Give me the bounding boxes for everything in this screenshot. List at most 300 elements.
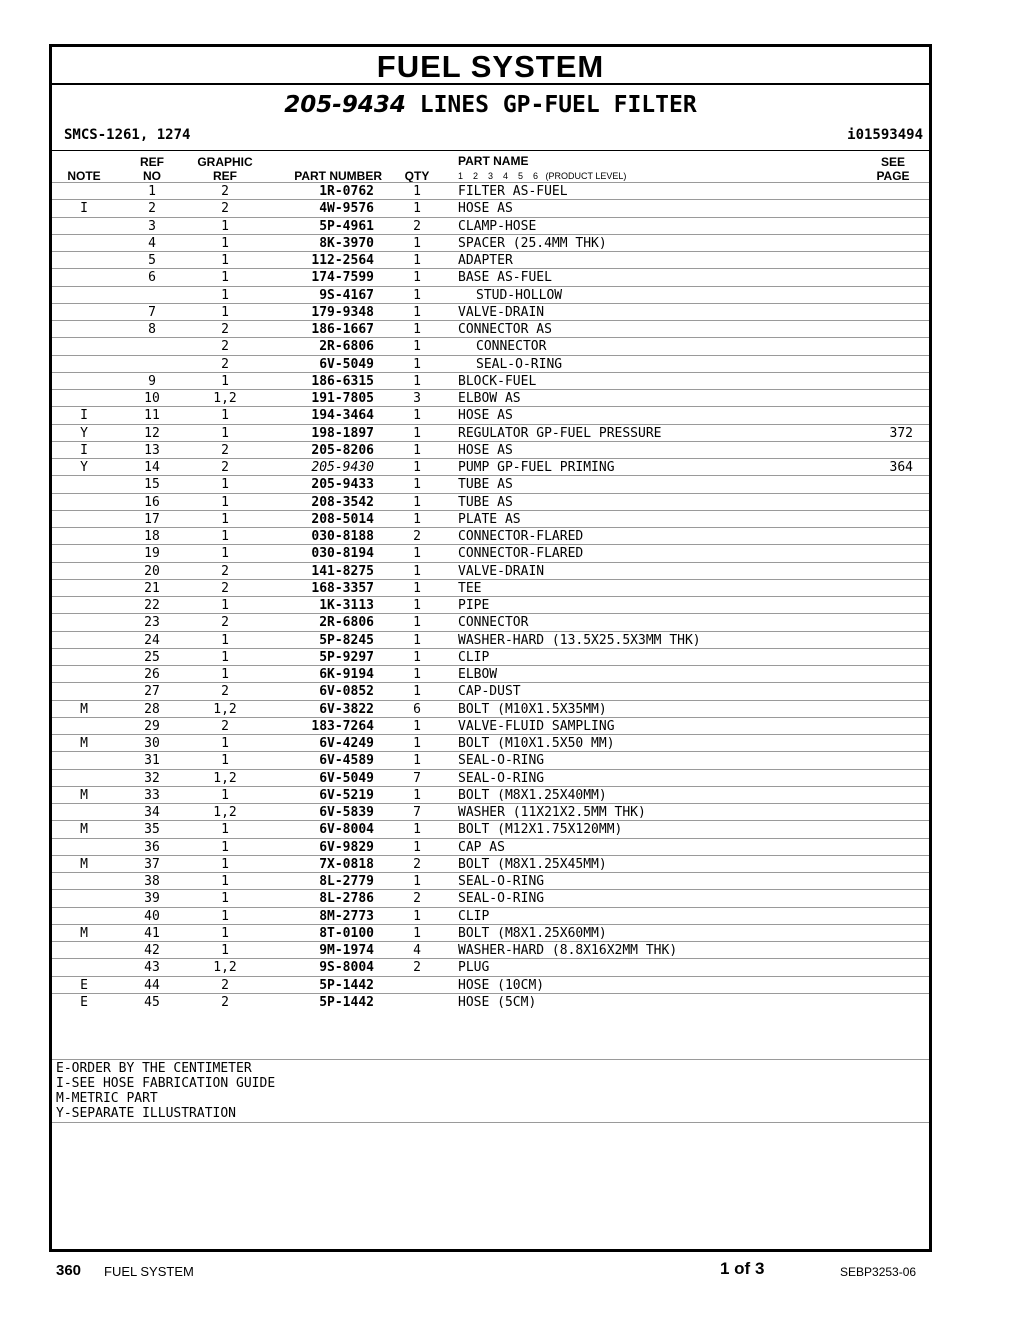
- graphic-ref-cell: 1: [221, 753, 229, 769]
- part-number-cell: 9M-1974: [319, 943, 374, 958]
- graphic-ref-cell: 2: [221, 718, 229, 734]
- ref-no-cell: 3: [148, 218, 156, 234]
- part-number-cell: 208-5014: [311, 511, 374, 527]
- part-number-cell: 6V-4589: [319, 753, 374, 769]
- table-row: [52, 475, 929, 492]
- part-number-cell: 030-8188: [311, 529, 374, 544]
- note-cell: M: [80, 822, 88, 838]
- qty-cell: 1: [413, 184, 421, 199]
- part-number-cell: 174-7599: [311, 270, 374, 286]
- group-heading: [52, 91, 929, 119]
- col-part-name: PART NAME: [458, 154, 529, 168]
- qty-cell: 1: [413, 925, 421, 941]
- graphic-ref-cell: 2: [221, 201, 229, 217]
- graphic-ref-cell: 2: [221, 184, 229, 199]
- ref-no-cell: 38: [144, 874, 160, 889]
- ref-no-cell: 41: [144, 925, 160, 941]
- graphic-ref-cell: 1: [221, 218, 229, 234]
- qty-cell: 1: [413, 322, 421, 337]
- graphic-ref-cell: 2: [221, 615, 229, 631]
- part-name-cell: ADAPTER: [458, 253, 513, 268]
- note-cell: Y: [80, 425, 88, 441]
- part-number-cell: 5P-1442: [319, 994, 374, 1010]
- ref-no-cell: 42: [144, 943, 160, 958]
- part-number-cell: 198-1897: [311, 425, 374, 441]
- part-number-cell: 8M-2773: [319, 908, 374, 924]
- table-row: [52, 562, 929, 579]
- qty-cell: 1: [413, 736, 421, 751]
- graphic-ref-cell: 1: [221, 667, 229, 682]
- part-number-cell: 2R-6806: [319, 339, 374, 355]
- table-row: [52, 803, 929, 820]
- part-number-cell: 183-7264: [311, 718, 374, 734]
- notes-legend: [56, 1061, 275, 1121]
- graphic-ref-cell: 1: [221, 304, 229, 320]
- part-name-cell: REGULATOR GP-FUEL PRESSURE: [458, 425, 662, 441]
- part-name-cell: BOLT (M10X1.5X50 MM): [458, 736, 615, 751]
- table-row: [52, 889, 929, 906]
- qty-cell: 1: [413, 787, 421, 803]
- qty-cell: 1: [413, 822, 421, 838]
- note-cell: Y: [80, 460, 88, 475]
- smcs-code: SMCS-1261, 1274: [64, 127, 191, 143]
- part-name-cell: CONNECTOR AS: [458, 322, 552, 337]
- footer-section: FUEL SYSTEM: [104, 1264, 194, 1279]
- part-name-cell: HOSE (10CM): [458, 977, 545, 993]
- table-row: [52, 458, 929, 475]
- group-part-number: 205-9434: [284, 92, 406, 118]
- part-number-cell: 8L-2779: [319, 874, 374, 889]
- ref-no-cell: 11: [144, 408, 160, 424]
- qty-cell: 2: [413, 891, 421, 907]
- table-row: [52, 510, 929, 527]
- col-graphic: GRAPHIC: [197, 155, 253, 169]
- ref-no-cell: 18: [144, 529, 160, 544]
- note-cell: M: [80, 787, 88, 803]
- table-row: [52, 993, 929, 1010]
- graphic-ref-cell: 1: [221, 736, 229, 751]
- ref-no-cell: 24: [144, 632, 160, 648]
- qty-cell: 1: [413, 839, 421, 855]
- col-part-number: PART NUMBER: [294, 169, 382, 183]
- part-number-cell: 194-3464: [311, 408, 374, 424]
- part-number-cell: 7X-0818: [319, 856, 374, 872]
- ref-no-cell: 27: [144, 684, 160, 700]
- note-cell: M: [80, 701, 88, 717]
- part-name-cell: SEAL-O-RING: [458, 891, 545, 907]
- table-row: [52, 251, 929, 268]
- table-row: [52, 976, 929, 993]
- note-cell: I: [80, 201, 88, 217]
- parts-table: [52, 182, 929, 1010]
- part-name-cell: BLOCK-FUEL: [458, 373, 537, 389]
- qty-cell: 6: [413, 701, 421, 717]
- table-row: [52, 355, 929, 372]
- table-row: [52, 700, 929, 717]
- part-name-cell: BOLT (M10X1.5X35MM): [458, 701, 607, 717]
- table-row: [52, 769, 929, 786]
- col-qty: QTY: [404, 169, 430, 183]
- table-row: [52, 217, 929, 234]
- ref-no-cell: 34: [144, 805, 160, 820]
- table-row: [52, 493, 929, 510]
- table-row: [52, 786, 929, 803]
- part-number-cell: 2R-6806: [319, 615, 374, 631]
- note-cell: M: [80, 925, 88, 941]
- page-frame: [49, 44, 932, 1252]
- note-cell: M: [80, 856, 88, 872]
- qty-cell: 1: [413, 270, 421, 286]
- ref-no-cell: 37: [144, 856, 160, 872]
- qty-cell: 1: [413, 460, 421, 475]
- table-row: [52, 579, 929, 596]
- part-name-cell: PLUG: [458, 960, 490, 976]
- graphic-ref-cell: 1: [221, 787, 229, 803]
- qty-cell: 4: [413, 943, 421, 958]
- graphic-ref-cell: 2: [221, 322, 229, 337]
- part-number-cell: 6K-9194: [319, 667, 374, 682]
- part-number-cell: 205-9430: [311, 460, 374, 475]
- graphic-ref-cell: 1,2: [213, 770, 237, 786]
- graphic-ref-cell: 1,2: [213, 805, 237, 820]
- part-name-cell: BOLT (M8X1.25X60MM): [458, 925, 607, 941]
- part-number-cell: 5P-8245: [319, 632, 374, 648]
- ref-no-cell: 19: [144, 546, 160, 562]
- part-name-cell: BASE AS-FUEL: [458, 270, 552, 286]
- qty-cell: 2: [413, 960, 421, 976]
- qty-cell: 1: [413, 667, 421, 682]
- qty-cell: 3: [413, 391, 421, 406]
- part-name-cell: SEAL-O-RING: [458, 770, 545, 786]
- group-description: LINES GP-FUEL FILTER: [419, 92, 697, 118]
- part-name-cell: TUBE AS: [458, 494, 513, 510]
- part-number-cell: 030-8194: [311, 546, 374, 562]
- part-name-cell: TEE: [458, 580, 482, 596]
- ref-no-cell: 13: [144, 442, 160, 458]
- ref-no-cell: 21: [144, 580, 160, 596]
- qty-cell: 1: [413, 287, 421, 303]
- qty-cell: 1: [413, 874, 421, 889]
- graphic-ref-cell: 1: [221, 425, 229, 441]
- qty-cell: 1: [413, 615, 421, 631]
- part-name-cell: BOLT (M12X1.75X120MM): [458, 822, 623, 838]
- part-name-cell: CLIP: [458, 908, 490, 924]
- part-number-cell: 208-3542: [311, 494, 374, 510]
- part-name-cell: FILTER AS-FUEL: [458, 184, 568, 199]
- graphic-ref-cell: 1: [221, 511, 229, 527]
- ref-no-cell: 26: [144, 667, 160, 682]
- part-number-cell: 9S-4167: [319, 287, 374, 303]
- ref-no-cell: 25: [144, 649, 160, 665]
- part-name-cell: SEAL-O-RING: [458, 874, 545, 889]
- note-cell: E: [80, 994, 88, 1010]
- graphic-ref-cell: 2: [221, 356, 229, 372]
- notes-divider: [52, 1059, 929, 1060]
- part-number-cell: 6V-0852: [319, 684, 374, 700]
- note-y: Y-SEPARATE ILLUSTRATION: [56, 1106, 237, 1121]
- graphic-ref-cell: 1: [221, 943, 229, 958]
- part-number-cell: 6V-4249: [319, 736, 374, 751]
- part-name-cell: TUBE AS: [458, 477, 513, 493]
- ref-no-cell: 28: [144, 701, 160, 717]
- part-name-cell: SEAL-O-RING: [458, 753, 545, 769]
- graphic-ref-cell: 1: [221, 632, 229, 648]
- part-number-cell: 141-8275: [311, 563, 374, 579]
- table-row: [52, 648, 929, 665]
- table-row: [52, 613, 929, 630]
- table-row: [52, 389, 929, 406]
- graphic-ref-cell: 1: [221, 494, 229, 510]
- table-row: [52, 441, 929, 458]
- qty-cell: 7: [413, 805, 421, 820]
- ref-no-cell: 14: [144, 460, 160, 475]
- graphic-ref-cell: 2: [221, 339, 229, 355]
- ref-no-cell: 15: [144, 477, 160, 493]
- qty-cell: 1: [413, 304, 421, 320]
- part-name-cell: WASHER-HARD (13.5X25.5X3MM THK): [458, 632, 701, 648]
- part-name-cell: SEAL-O-RING: [476, 356, 563, 372]
- ref-no-cell: 35: [144, 822, 160, 838]
- product-level: 1 2 3 4 5 6 (PRODUCT LEVEL): [458, 171, 627, 181]
- ref-no-cell: 7: [148, 304, 156, 320]
- ref-no-cell: 23: [144, 615, 160, 631]
- qty-cell: 1: [413, 253, 421, 268]
- col-page: PAGE: [876, 169, 910, 183]
- table-row: [52, 268, 929, 285]
- ref-no-cell: 1: [148, 184, 156, 199]
- header-divider: [52, 150, 929, 151]
- graphic-ref-cell: 1: [221, 822, 229, 838]
- col-note: NOTE: [67, 169, 101, 183]
- graphic-ref-cell: 1: [221, 546, 229, 562]
- graphic-ref-cell: 1: [221, 874, 229, 889]
- part-number-cell: 1R-0762: [319, 184, 374, 199]
- table-row: [52, 717, 929, 734]
- note-cell: I: [80, 442, 88, 458]
- qty-cell: 7: [413, 770, 421, 786]
- part-number-cell: 6V-5219: [319, 787, 374, 803]
- ref-no-cell: 12: [144, 425, 160, 441]
- part-name-cell: HOSE (5CM): [458, 994, 537, 1010]
- qty-cell: 1: [413, 718, 421, 734]
- ref-no-cell: 32: [144, 770, 160, 786]
- note-cell: I: [80, 408, 88, 424]
- graphic-ref-cell: 1: [221, 925, 229, 941]
- ref-no-cell: 36: [144, 839, 160, 855]
- table-row: [52, 596, 929, 613]
- note-cell: M: [80, 736, 88, 751]
- part-number-cell: 8L-2786: [319, 891, 374, 907]
- ref-no-cell: 9: [148, 373, 156, 389]
- part-number-cell: 9S-8004: [319, 960, 374, 976]
- qty-cell: 1: [413, 511, 421, 527]
- col-ref: REF: [140, 155, 164, 169]
- qty-cell: 1: [413, 425, 421, 441]
- table-row: [52, 631, 929, 648]
- qty-cell: 1: [413, 201, 421, 217]
- col-see: SEE: [880, 155, 905, 169]
- qty-cell: 2: [413, 529, 421, 544]
- part-number-cell: 205-9433: [311, 477, 374, 493]
- qty-cell: 1: [413, 580, 421, 596]
- table-row: [52, 424, 929, 441]
- graphic-ref-cell: 1,2: [213, 960, 237, 976]
- ref-no-cell: 4: [148, 235, 156, 251]
- table-row: [52, 527, 929, 544]
- part-name-cell: BOLT (M8X1.25X40MM): [458, 787, 607, 803]
- part-name-cell: ELBOW AS: [458, 391, 521, 406]
- part-name-cell: HOSE AS: [458, 442, 513, 458]
- table-row: [52, 665, 929, 682]
- part-name-cell: STUD-HOLLOW: [476, 287, 563, 303]
- graphic-ref-cell: 1: [221, 287, 229, 303]
- illustration-id: i01593494: [847, 127, 923, 143]
- part-name-cell: CONNECTOR: [476, 339, 547, 355]
- table-row: [52, 406, 929, 423]
- qty-cell: 1: [413, 563, 421, 579]
- table-row: [52, 182, 929, 199]
- table-row: [52, 234, 929, 251]
- ref-no-cell: 39: [144, 891, 160, 907]
- qty-cell: 1: [413, 649, 421, 665]
- qty-cell: 1: [413, 632, 421, 648]
- graphic-ref-cell: 1: [221, 598, 229, 613]
- qty-cell: 1: [413, 546, 421, 562]
- graphic-ref-cell: 1: [221, 373, 229, 389]
- ref-no-cell: 43: [144, 960, 160, 976]
- graphic-ref-cell: 2: [221, 442, 229, 458]
- qty-cell: 1: [413, 235, 421, 251]
- part-name-cell: SPACER (25.4MM THK): [458, 235, 607, 251]
- ref-no-cell: 8: [148, 322, 156, 337]
- note-cell: E: [80, 977, 88, 993]
- qty-cell: 1: [413, 598, 421, 613]
- table-row: [52, 872, 929, 889]
- qty-cell: 1: [413, 373, 421, 389]
- table-row: [52, 337, 929, 354]
- graphic-ref-cell: 2: [221, 994, 229, 1010]
- table-row: [52, 855, 929, 872]
- part-number-cell: 186-6315: [311, 373, 374, 389]
- table-row: [52, 751, 929, 768]
- part-name-cell: VALVE-DRAIN: [458, 563, 545, 579]
- part-name-cell: CONNECTOR: [458, 615, 529, 631]
- note-i: I-SEE HOSE FABRICATION GUIDE: [56, 1076, 276, 1091]
- ref-no-cell: 10: [144, 391, 160, 406]
- part-number-cell: 6V-8004: [319, 822, 374, 838]
- table-row: [52, 544, 929, 561]
- ref-no-cell: 29: [144, 718, 160, 734]
- part-number-cell: 168-3357: [311, 580, 374, 596]
- graphic-ref-cell: 1,2: [213, 391, 237, 406]
- part-name-cell: WASHER (11X21X2.5MM THK): [458, 805, 646, 820]
- ref-no-cell: 16: [144, 494, 160, 510]
- part-number-cell: 8K-3970: [319, 235, 374, 251]
- ref-no-cell: 5: [148, 253, 156, 268]
- table-row: [52, 303, 929, 320]
- table-row: [52, 286, 929, 303]
- qty-cell: 1: [413, 408, 421, 424]
- part-number-cell: 6V-5049: [319, 770, 374, 786]
- ref-no-cell: 44: [144, 977, 160, 993]
- graphic-ref-cell: 2: [221, 684, 229, 700]
- qty-cell: 1: [413, 494, 421, 510]
- col-no: NO: [143, 169, 161, 183]
- graphic-ref-cell: 2: [221, 563, 229, 579]
- table-row: [52, 907, 929, 924]
- qty-cell: 1: [413, 908, 421, 924]
- part-name-cell: CLAMP-HOSE: [458, 218, 537, 234]
- ref-no-cell: 33: [144, 787, 160, 803]
- graphic-ref-cell: 2: [221, 580, 229, 596]
- see-page-cell: 372: [889, 425, 913, 441]
- qty-cell: 1: [413, 339, 421, 355]
- ref-no-cell: 30: [144, 736, 160, 751]
- note-e: E-ORDER BY THE CENTIMETER: [56, 1061, 252, 1076]
- ref-no-cell: 2: [148, 201, 156, 217]
- table-row: [52, 682, 929, 699]
- part-name-cell: WASHER-HARD (8.8X16X2MM THK): [458, 943, 678, 958]
- qty-cell: 1: [413, 753, 421, 769]
- graphic-ref-cell: 1: [221, 856, 229, 872]
- part-number-cell: 8T-0100: [319, 925, 374, 941]
- table-row: [52, 838, 929, 855]
- table-row: [52, 820, 929, 837]
- ref-no-cell: 22: [144, 598, 160, 613]
- ref-no-cell: 6: [148, 270, 156, 286]
- graphic-ref-cell: 2: [221, 460, 229, 475]
- table-row: [52, 320, 929, 337]
- qty-cell: 2: [413, 218, 421, 234]
- part-number-cell: 205-8206: [311, 442, 374, 458]
- page-number: 360: [56, 1262, 82, 1279]
- graphic-ref-cell: 1: [221, 270, 229, 286]
- part-number-cell: 5P-9297: [319, 649, 374, 665]
- part-number-cell: 4W-9576: [319, 201, 374, 217]
- part-name-cell: PIPE: [458, 598, 490, 613]
- page-of: 1 of 3: [720, 1259, 765, 1278]
- qty-cell: 1: [413, 684, 421, 700]
- note-m: M-METRIC PART: [56, 1091, 158, 1106]
- part-number-cell: 6V-3822: [319, 701, 374, 717]
- part-number-cell: 5P-4961: [319, 218, 374, 234]
- graphic-ref-cell: 1: [221, 839, 229, 855]
- part-name-cell: CAP-DUST: [458, 684, 521, 700]
- qty-cell: 1: [413, 477, 421, 493]
- part-number-cell: 6V-5839: [319, 805, 374, 820]
- qty-cell: 1: [413, 356, 421, 372]
- part-name-cell: HOSE AS: [458, 201, 513, 217]
- graphic-ref-cell: 1: [221, 408, 229, 424]
- ref-no-cell: 40: [144, 908, 160, 924]
- graphic-ref-cell: 1: [221, 649, 229, 665]
- graphic-ref-cell: 1,2: [213, 701, 237, 717]
- col-graphic-ref: REF: [213, 169, 237, 183]
- table-row: [52, 734, 929, 751]
- graphic-ref-cell: 1: [221, 477, 229, 493]
- part-name-cell: CONNECTOR-FLARED: [458, 529, 584, 544]
- part-name-cell: HOSE AS: [458, 408, 513, 424]
- ref-no-cell: 17: [144, 511, 160, 527]
- part-number-cell: 112-2564: [311, 253, 374, 268]
- part-name-cell: CLIP: [458, 649, 490, 665]
- part-name-cell: ELBOW: [458, 667, 498, 682]
- part-number-cell: 186-1667: [311, 322, 374, 337]
- ref-no-cell: 31: [144, 753, 160, 769]
- part-number-cell: 1K-3113: [319, 598, 374, 613]
- ref-no-cell: 20: [144, 563, 160, 579]
- part-number-cell: 5P-1442: [319, 977, 374, 993]
